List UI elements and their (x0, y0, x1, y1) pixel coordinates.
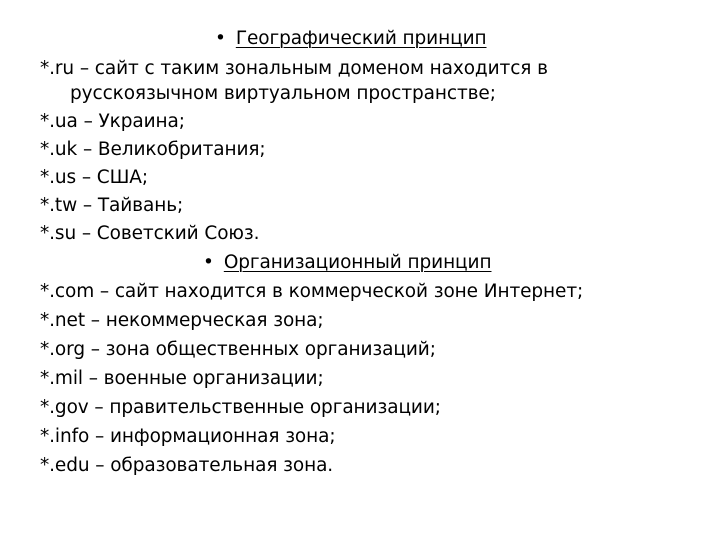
list-item-mil: *.mil – военные организации; (40, 368, 324, 389)
list-item-ru: *.ru – сайт с таким зональным доменом находится в (40, 58, 548, 79)
list-item-tw: *.tw – Тайвань; (40, 195, 184, 216)
heading-text: Организационный принцип (223, 252, 492, 273)
section-heading-geographic (215, 26, 487, 52)
list-item-com: *.com – сайт находится в коммерческой зоне Интернет; (40, 281, 584, 302)
section-heading-organizational (203, 250, 491, 276)
list-item-info: *.info – информационная зона; (40, 426, 336, 447)
bullet-icon: • (215, 28, 226, 49)
list-item-net: *.net – некоммерческая зона; (40, 310, 324, 331)
list-item-us: *.us – США; (40, 167, 148, 188)
list-item-su: *.su – Советский Союз. (40, 223, 260, 244)
bullet-icon: • (203, 252, 214, 273)
list-item-edu: *.edu – образовательная зона. (40, 455, 334, 476)
list-item-ua: *.ua – Украина; (40, 111, 185, 132)
list-item-gov: *.gov – правительственные организации; (40, 397, 441, 418)
heading-text: Географический принцип (235, 28, 487, 49)
list-item-ru-continuation: русскоязычном виртуальном пространстве; (70, 83, 496, 104)
list-item-org: *.org – зона общественных организаций; (40, 339, 436, 360)
list-item-uk: *.uk – Великобритания; (40, 139, 266, 160)
